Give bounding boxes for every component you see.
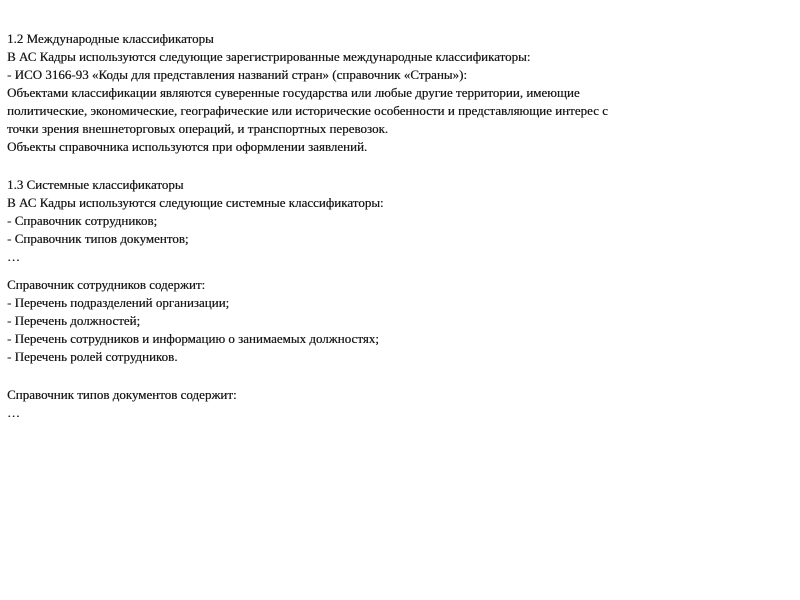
- classification-objects-line-1: Объектами классификации являются суверенные государства или любые другие территории, имеющие: [7, 85, 580, 100]
- employees-directory-item: - Перечень сотрудников и информацию о занимаемых должностях;: [7, 331, 379, 346]
- iso-3166-item: - ИСО 3166-93 «Коды для представления названий стран» (справочник «Страны»):: [7, 67, 467, 82]
- section-spacer: [7, 366, 793, 386]
- employees-directory-item: - Перечень должностей;: [7, 313, 141, 328]
- doc-types-directory-ellipsis: …: [7, 405, 20, 420]
- employees-directory-item: - Перечень ролей сотрудников.: [7, 349, 178, 364]
- section-spacer: [7, 156, 793, 176]
- employees-directory-item: - Перечень подразделений организации;: [7, 295, 230, 310]
- section-1-2-heading: 1.2 Международные классификаторы: [7, 31, 214, 46]
- system-classifier-ellipsis: …: [7, 249, 20, 264]
- section-spacer: [7, 266, 793, 276]
- section-1-3-intro: В АС Кадры используются следующие системные классификаторы:: [7, 195, 384, 210]
- system-classifier-item: - Справочник типов документов;: [7, 231, 189, 246]
- system-classifier-item: - Справочник сотрудников;: [7, 213, 158, 228]
- doc-types-directory-heading: Справочник типов документов содержит:: [7, 387, 237, 402]
- classification-objects-line-3: точки зрения внешнеторговых операций, и транспортных перевозок.: [7, 121, 389, 136]
- classification-objects-line-2: политические, экономические, географические или исторические особенности и представляющие интерес с: [7, 103, 608, 118]
- section-1-3-heading: 1.3 Системные классификаторы: [7, 177, 184, 192]
- directory-usage-note: Объекты справочника используются при оформлении заявлений.: [7, 139, 368, 154]
- employees-directory-heading: Справочник сотрудников содержит:: [7, 277, 206, 292]
- section-1-2-intro: В АС Кадры используются следующие зарегистрированные международные классификаторы:: [7, 49, 531, 64]
- document-body: [7, 30, 793, 422]
